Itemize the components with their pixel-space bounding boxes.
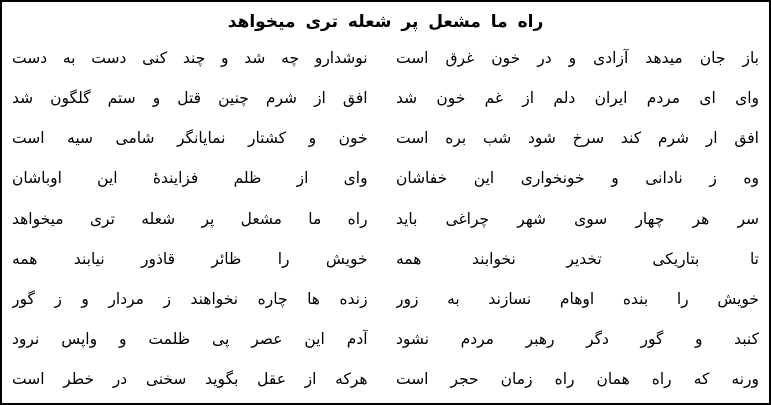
- hemistich-left: خون و کشتار نمایانگر شامی سیه است: [12, 129, 368, 148]
- hemistich-right: کنبد و گور دگر رهبر مردم نشود: [395, 329, 759, 348]
- hemistich-left: افق از شرم چنین قتل و ستم گلگون شد: [12, 89, 368, 108]
- hemistich-left: خویش را ظائر قاذور نیابند همه: [12, 249, 368, 268]
- couplet-row: [12, 81, 759, 115]
- couplet-row: [12, 202, 759, 236]
- hemistich-left: وای از ظلم فزایندهٔ این اوباشان: [12, 169, 368, 188]
- hemistich-right: وه ز نادانی و خونخواری این خفاشان: [395, 169, 759, 188]
- couplet-row: [12, 41, 759, 75]
- hemistich-left: نوشدارو چه شد و چند کنی دست به دست: [12, 49, 368, 67]
- hemistich-left: هرکه از عقل بگوید سخنی در خطر است: [12, 370, 368, 388]
- hemistich-right: وای ای مردم ایران دلم از غم خون شد: [395, 89, 759, 108]
- couplet-row: [12, 282, 759, 316]
- hemistich-right: خویش را بنده اوهام نسازند به زور: [395, 289, 759, 308]
- couplet-row: [12, 362, 759, 396]
- hemistich-right: افق ار شرم کند سرخ شود شب بره است: [395, 129, 759, 148]
- page-title: راه ما مشعل پر شعله تری میخواهد: [227, 12, 544, 32]
- couplet-list: [12, 37, 759, 396]
- couplet-row: [12, 161, 759, 195]
- couplet-row: [12, 242, 759, 276]
- couplet-row: [12, 121, 759, 155]
- hemistich-right: باز جان میدهد آزادی و در خون غرق است: [395, 49, 759, 67]
- hemistich-right: ورنه که راه همان راه زمان حجر است: [395, 370, 759, 388]
- hemistich-left: راه ما مشعل پر شعله تری میخواهد: [12, 209, 368, 228]
- hemistich-right: سر هر چهار سوی شهر چراغی باید: [395, 209, 759, 228]
- hemistich-left: زنده ها چاره نخواهند ز مردار و ز گور: [12, 289, 368, 308]
- hemistich-right: تا بتاریکی تخدیر نخوابند همه: [395, 249, 759, 268]
- hemistich-left: آدم این عصر پی ظلمت و واپس نرود: [12, 329, 368, 348]
- couplet-row: [12, 322, 759, 356]
